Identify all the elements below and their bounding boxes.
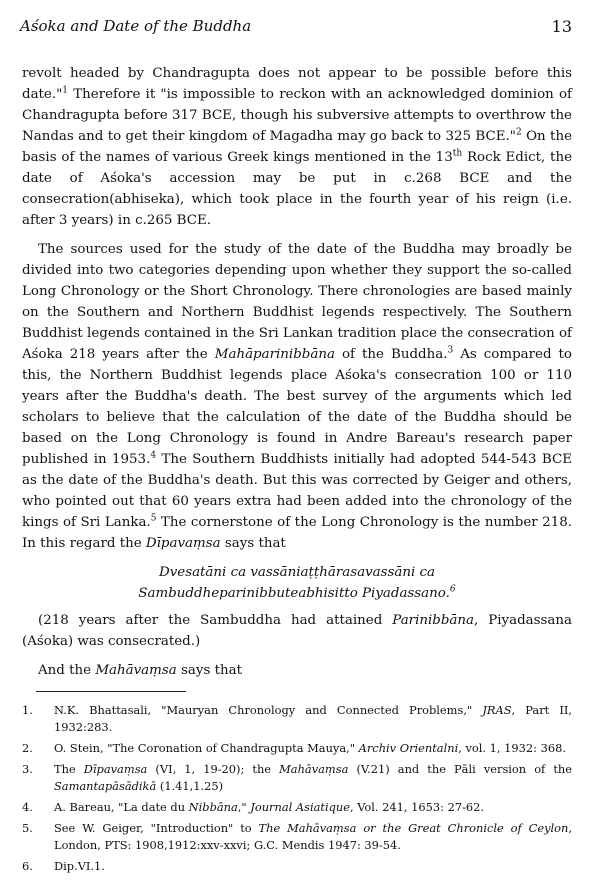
running-title: Aśoka and Date of the Buddha [20, 17, 252, 35]
footnotes [22, 702, 572, 879]
footnote-ref-2: 2 [515, 127, 522, 138]
footnote-6: 6. Dip.VI.1. [22, 859, 105, 873]
footnote-ref-4: 4 [150, 450, 157, 461]
page-number: 13 [551, 17, 572, 36]
footnote-5: 5. See W. Geiger, "Introduction" to The Mahāvaṃsa or the Great Chronicle of Ceylon, London, PTS: 1908,1912:xxv-xxvi; G.C. Mendis 1947: 39-54. [22, 821, 572, 852]
footnote-4: 4. A. Bareau, "La date du Nibbāna," Journal Asiatique, Vol. 241, 1653: 27-62. [22, 800, 485, 814]
footnote-divider [36, 691, 186, 692]
paragraph-4: And the Mahāvaṃsa says that [38, 663, 242, 678]
footnote-1: 1. N.K. Bhattasali, "Mauryan Chronology and Connected Problems," JRAS, Part II, 1932:283. [22, 703, 572, 734]
footnote-2: 2. O. Stein, "The Coronation of Chandragupta Mauya," Archiv Orientalni, vol. 1, 1932: 368. [22, 741, 566, 755]
paragraph-3: (218 years after the Sambuddha had attained Parinibbāna, Piyadassana (Aśoka) was consecrated.) [22, 613, 572, 649]
paragraph-2: The sources used for the study of the date of the Buddha may broadly be divided into two categories depending upon whether they support the so-called Long Chronology or the Short Chronology. There chronologies are based mainly on the Southern and Northern Buddhist legends respectively. The Southern Buddhist legends contained in the Sri Lankan tradition place the consecration of Aśoka 218 years after the Mahāparinibbāna of the Buddha.$^3$ As compared to this, the Northern Buddhist legends place Aśoka's consecration 100 or 110 years after the Buddha's death. The best survey of the arguments which led scholars to believe that the calculation of the date of the Buddha should be based on the Long Chronology is found in Andre Bareau's research paper published in 1953.$^4$ The Southern Buddhists initially had adopted 544-543 BCE as the date of the Buddha's death. But this was corrected by Geiger and others, who pointed out that 60 years extra had been added into the chronology of the kings of Sri Lanka.$^5$ The cornerstone of the Long Chronology is the number 218. In this regard the Dīpavaṃsa says that [22, 242, 572, 551]
page-header [20, 17, 572, 39]
footnote-ref-3: 3 [447, 345, 454, 356]
footnote-3: 3. The Dīpavaṃsa (VI, 1, 19-20); the Mahāvaṃsa (V.21) and the Pāli version of the Samantapāsādikā (1.41,1.25) [22, 762, 572, 793]
footnote-ref-5: 5 [150, 513, 157, 524]
footnote-ref-6: 6 [449, 584, 456, 595]
body-text [22, 63, 572, 689]
paragraph-1: revolt headed by Chandragupta does not appear to be possible before this date."$^1$ Therefore it "is impossible to reckon with an acknowledged dominion of Chandragupta before 317 BCE, though his subversive attempts to overthrow the Nandas and to get their kingdom of Magadha may go back to 325 BCE."$^2$ On the basis of the names of various Greek kings mentioned in the 13th Rock Edict, the date of Aśoka's accession may be put in c.268 BCE and the consecration(abhiseka), which took place in the fourth year of his reign (i.e. after 3 years) in c.265 BCE. [22, 66, 572, 228]
verse-line-1: Dvesatāni ca vassāniaṭṭhārasavassāni ca [158, 565, 436, 580]
footnote-ref-1: 1 [62, 85, 69, 96]
verse-line-2: Sambuddheparinibbuteabhisitto Piyadassano.$^6$ [138, 584, 456, 601]
verse-quote [22, 562, 572, 604]
